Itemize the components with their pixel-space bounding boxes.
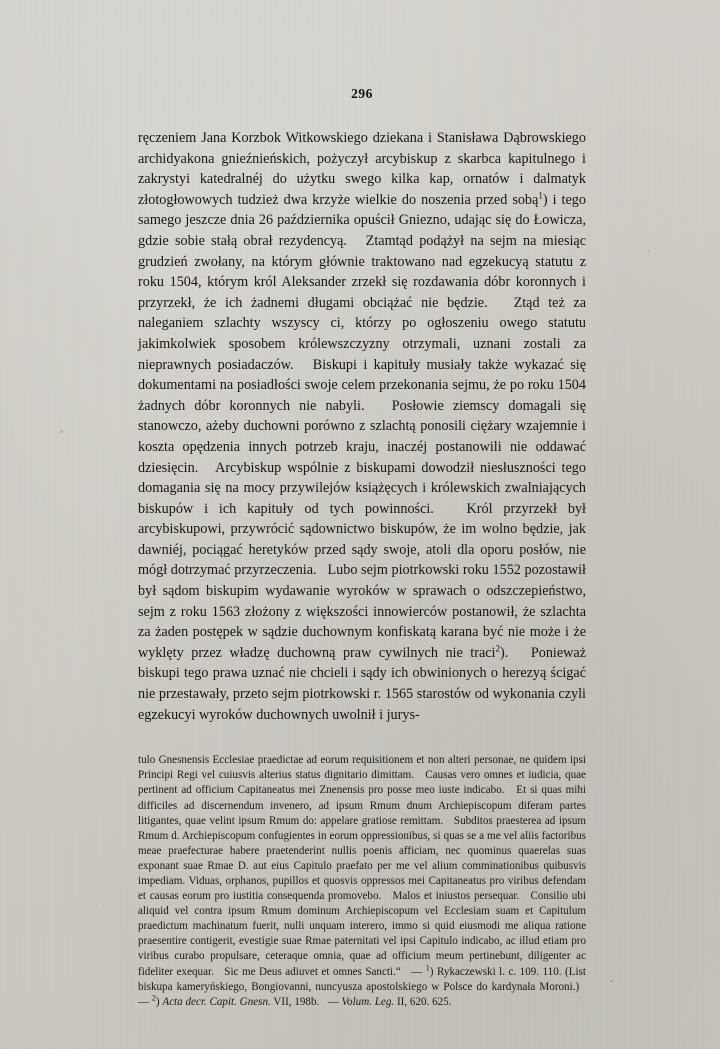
page-number: 296	[351, 86, 373, 101]
paper-speck	[60, 430, 63, 433]
footnote-block: tulo Gnesnensis Ecclesiae praedictae ad eorum requisitionem et non alteri personae, ne quidem ipsi Principi Regi vel cuiusvis alterius status dignitario dimittam. Causas vero omnes et iudicia, quae pertinent ad officium Capitaneatus mei Znenensis pro posse meo iuste indicabo. Et si quas mihi difficiles ad discernendum invenero, ad ipsum Rmum dnum Archiepiscopum diferam partes litigantes, quae velint ipsum Rmum do: appelare gratiose remittam. Subditos praesterea ad ipsum Rmum d. Archiepiscopum confugientes in eorum oppressionibus, si quas se a me vel aliis factoribus meae praefecturae habere praetenderint nullis poenis afficiam, nec quominus quaerelas suas exponant suae Rmae D. aut eius Capitulo praefato per me vel alium comminationibus quibusvis impediam. Viduas, orphanos, pupillos et quosvis oppressos mei Capitaneatus pro viribus defendam et causas eorum pro iustitia consequenda promovebo. Malos et iniustos persequar. Consilio ubi aliquid vel contra ipsum Rmum dominum Archiepiscopum vel Ecclesiam suam et Capitulum praedictum machinatum fuerit, nulli unquam interero, immo si quid eiusmodi me aliqua ratione praesentire contigerit, evestigie suae Rmae paternitati vel ipsi Capitulo indicabo, ac illud etiam pro viribus curabo propulsare, ceteraque omnia, quae ad officium meum pertinebunt, diligenter ac fideliter exequar. Sic me Deus adiuvet et omnes Sancti.“ — $^1$) Rykaczewski l. c. 109. 110. (List biskupa kameryńskiego, Bongiovanni, nuncyusza apostolskiego w Polsce do kardynała Moroni.) — $^2$) Acta decr. Capit. Gnesn. VII, 198b. — Volum. Leg. II, 620. 625.	[138, 754, 586, 1008]
main-paragraph: ręczeniem Jana Korzbok Witkowskiego dziekana i Stanisława Dąbrowskiego archidyakona gnieźnieńskich, pożyczył arcybiskup z skarbca kapitulnego i zakrystyi katedralnéj do użytku swego kilka kap, ornatów i dalmatyk złotogłowowych tudzież dwa krzyże wielkie do noszenia przed sobą$^1$) i tego samego jeszcze dnia 26 października opuścił Gniezno, udając się do Łowicza, gdzie sobie stałą obrał rezydencyą. Ztamtąd podążył na sejm na miesiąc grudzień zwołany, na którym głównie traktowano nad egzekucyą statutu z roku 1504, którym król Aleksander zrzekł się rozdawania dóbr koronnych i przyrzekł, że ich żadnemi długami obciążać nie będzie. Ztąd też za naleganiem szlachty wszyscy ci, którzy po ogłoszeniu owego statutu jakimkolwiek sposobem królewszczyzny otrzymali, uznani zostali za nieprawnych posiadaczów. Biskupi i kapituły musiały także wykazać się dokumentami na posiadłości swoje celem przekonania sejmu, że po roku 1504 żadnych dóbr koronnych nie nabyli. Posłowie ziemscy domagali się stanowczo, ażeby duchowni porówno z szlachtą ponosili ciężary wzajemnie i koszta opędzenia innych potrzeb kraju, inaczéj postanowili nie oddawać dziesięcin. Arcybiskup wspólnie z biskupami dowodził niesłuszności tego domagania się na mocy przywilejów książęcych i królewskich zwalniających biskupów i ich kapituły od tych powinności. Król przyrzekł był arcybiskupowi, przywrócić sądownictwo biskupów, że im wolno będzie, jak dawniéj, pociągać heretyków przed sądy swoje, atoli dla oporu posłów, nie mógł dotrzymać przyrzeczenia. Lubo sejm piotrkowski roku 1552 pozostawił był sądom biskupim wydawanie wyroków w sprawach o odszczepieństwo, sejm z roku 1563 złożony z większości innowierców postanowił, że szlachta za żaden postępek w sądzie duchownym konfiskatą karana być nie może i że wyklęty przez władzę duchowną praw cywilnych nie traci$^2$). Ponieważ biskupi tego prawa uznać nie chcieli i sądy ich obwinionych o herezyą ścigać nie przestawały, przeto sejm piotrkowski r. 1565 starostów od wykonania czyli egzekucyi wyroków duchownych uwolnił i jurys-	[138, 130, 586, 723]
paper-speck	[648, 250, 650, 252]
page-content	[138, 86, 586, 1010]
paper-speck	[95, 905, 97, 907]
paper-speck	[610, 980, 613, 982]
